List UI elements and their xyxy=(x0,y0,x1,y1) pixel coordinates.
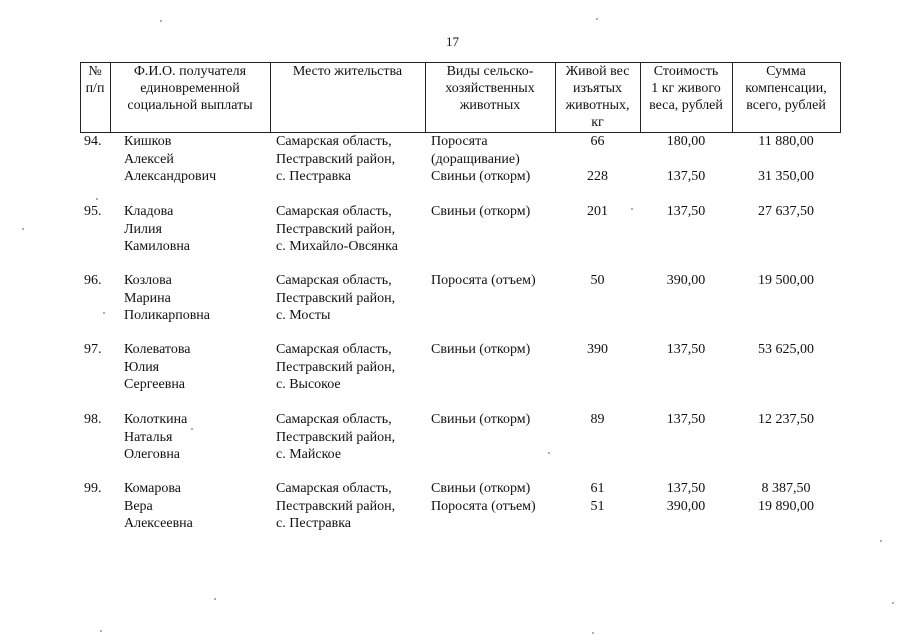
compensation-sum xyxy=(732,341,840,359)
header-line: № xyxy=(88,64,102,79)
recipient-name-line: Юлия xyxy=(124,359,160,375)
live-weight-line xyxy=(555,151,640,169)
residence-line: Пестравский район, xyxy=(276,221,396,237)
animal-type-line: Свиньи (откорм) xyxy=(431,481,531,496)
header-line: Живой вес xyxy=(565,64,630,79)
recipient-name-line: Колоткина xyxy=(124,412,188,427)
residence-line: Пестравский район, xyxy=(276,290,396,306)
price-per-kg xyxy=(640,480,732,515)
recipient-name-line: Алексеевна xyxy=(124,516,193,531)
row-number-line: 94. xyxy=(84,134,102,149)
residence-line: Пестравский район, xyxy=(276,429,396,445)
header-line: веса, рублей xyxy=(649,98,723,113)
header-line: животных xyxy=(459,98,521,113)
recipient-name-line: Марина xyxy=(124,290,171,306)
recipient-name-line: Комарова xyxy=(124,481,181,496)
row-number-line: 97. xyxy=(84,342,102,357)
residence-line: с. Майское xyxy=(276,447,342,462)
recipient-name xyxy=(124,203,270,256)
live-weight-line: 66 xyxy=(590,134,605,149)
residence xyxy=(276,480,425,533)
residence xyxy=(276,133,425,186)
row-number-line: 96. xyxy=(84,273,102,288)
price-per-kg xyxy=(640,203,732,221)
residence-line: Пестравский район, xyxy=(276,359,396,375)
residence-line: Пестравский район, xyxy=(276,151,396,167)
header-line: кг xyxy=(591,115,604,130)
compensation-sum-line: 8 387,50 xyxy=(761,481,811,496)
live-weight xyxy=(555,341,640,359)
recipient-name-line: Кладова xyxy=(124,204,174,219)
residence-line: с. Михайло-Овсянка xyxy=(276,239,398,254)
live-weight xyxy=(555,411,640,429)
row-number-line: 99. xyxy=(84,481,102,496)
recipient-name-line: Камиловна xyxy=(124,239,191,254)
animal-type xyxy=(431,133,555,186)
scan-speck xyxy=(100,630,102,632)
live-weight-line: 201 xyxy=(587,204,608,219)
price-per-kg-line: 137,50 xyxy=(666,342,706,357)
scan-speck xyxy=(548,452,550,454)
recipient-name-line: Колеватова xyxy=(124,342,191,357)
row-number xyxy=(84,341,110,359)
price-per-kg-line: 180,00 xyxy=(666,134,706,149)
compensation-sum-line: 11 880,00 xyxy=(758,134,814,149)
scan-speck xyxy=(22,228,24,230)
residence-line: с. Пестравка xyxy=(276,516,352,531)
price-per-kg-line: 137,50 xyxy=(666,412,706,427)
live-weight-line: 61 xyxy=(590,481,605,496)
recipient-name xyxy=(124,272,270,325)
live-weight-line: 51 xyxy=(590,498,605,514)
header-line: единовременной xyxy=(140,81,240,96)
residence-line: Самарская область, xyxy=(276,412,392,427)
scan-speck xyxy=(191,428,193,430)
animal-type-line: Свиньи (откорм) xyxy=(431,204,531,219)
compensation-sum-line: 12 237,50 xyxy=(758,412,814,427)
price-per-kg-line: 137,50 xyxy=(666,481,706,496)
recipient-name-line: Вера xyxy=(124,498,153,514)
residence-line: Самарская область, xyxy=(276,273,392,288)
live-weight-line: 390 xyxy=(587,342,608,357)
row-number xyxy=(84,411,110,429)
scan-speck xyxy=(214,598,216,600)
header-col-num xyxy=(80,63,110,131)
residence xyxy=(276,411,425,464)
animal-type xyxy=(431,272,555,290)
scan-speck xyxy=(160,20,162,22)
scan-speck xyxy=(103,312,105,314)
header-line: социальной выплаты xyxy=(127,98,253,113)
header-line: всего, рублей xyxy=(746,98,826,113)
price-per-kg-line xyxy=(640,151,732,169)
scan-speck xyxy=(892,602,894,604)
recipient-name xyxy=(124,480,270,533)
scan-speck xyxy=(596,18,598,20)
compensation-sum xyxy=(732,133,840,186)
recipient-name-line: Наталья xyxy=(124,429,173,445)
animal-type-line: Свиньи (откорм) xyxy=(431,342,531,357)
price-per-kg xyxy=(640,411,732,429)
compensation-sum-line: 27 637,50 xyxy=(758,204,814,219)
recipient-name-line: Козлова xyxy=(124,273,172,288)
row-number xyxy=(84,133,110,151)
animal-type-line: Свиньи (откорм) xyxy=(431,412,531,427)
recipient-name xyxy=(124,341,270,394)
live-weight xyxy=(555,203,640,221)
live-weight xyxy=(555,272,640,290)
scan-speck xyxy=(592,632,594,634)
header-line: животных, xyxy=(565,98,630,113)
live-weight-line: 228 xyxy=(587,169,608,184)
recipient-name xyxy=(124,411,270,464)
compensation-sum xyxy=(732,272,840,290)
compensation-sum-line: 53 625,00 xyxy=(758,342,814,357)
price-per-kg xyxy=(640,133,732,186)
compensation-sum-line xyxy=(732,151,840,169)
row-number xyxy=(84,203,110,221)
recipient-name-line: Лилия xyxy=(124,221,162,237)
residence-line: с. Высокое xyxy=(276,377,341,392)
scan-speck xyxy=(880,540,882,542)
residence-line: с. Мосты xyxy=(276,308,331,323)
scan-speck xyxy=(631,208,633,210)
animal-type-line: Поросята (отъем) xyxy=(431,273,536,288)
animal-type xyxy=(431,411,555,429)
compensation-sum-line: 19 890,00 xyxy=(758,498,814,514)
residence xyxy=(276,341,425,394)
header-column-divider xyxy=(840,62,841,133)
residence-line: Самарская область, xyxy=(276,134,392,149)
header-line: Место жительства xyxy=(292,64,403,79)
header-line: п/п xyxy=(85,81,105,96)
header-line: хозяйственных xyxy=(445,81,535,96)
header-line: 1 кг живого xyxy=(651,81,721,96)
header-col-animals xyxy=(425,63,555,131)
live-weight-line: 50 xyxy=(590,273,605,288)
row-number xyxy=(84,480,110,498)
live-weight xyxy=(555,133,640,186)
animal-type-line: Поросята xyxy=(431,134,488,149)
header-line: Стоимость xyxy=(653,64,719,79)
live-weight-line: 89 xyxy=(590,412,605,427)
live-weight xyxy=(555,480,640,515)
compensation-sum-line: 31 350,00 xyxy=(758,169,814,184)
compensation-sum xyxy=(732,203,840,221)
compensation-sum xyxy=(732,411,840,429)
animal-type xyxy=(431,203,555,221)
page-number: 17 xyxy=(446,34,459,49)
compensation-sum xyxy=(732,480,840,515)
header-line: Виды сельско- xyxy=(446,64,534,79)
compensation-sum-line: 19 500,00 xyxy=(758,273,814,288)
residence xyxy=(276,272,425,325)
recipient-name-line: Александрович xyxy=(124,169,217,184)
row-number xyxy=(84,272,110,290)
residence-line: с. Пестравка xyxy=(276,169,352,184)
price-per-kg-line: 137,50 xyxy=(666,169,706,184)
animal-type xyxy=(431,341,555,359)
header-line: изъятых xyxy=(573,81,622,96)
price-per-kg-line: 137,50 xyxy=(666,204,706,219)
recipient-name-line: Олеговна xyxy=(124,447,181,462)
price-per-kg-line: 390,00 xyxy=(666,498,706,514)
residence-line: Самарская область, xyxy=(276,481,392,496)
row-number-line: 98. xyxy=(84,412,102,427)
header-col-sum xyxy=(732,63,840,131)
price-per-kg xyxy=(640,272,732,290)
animal-type xyxy=(431,480,555,515)
header-col-name xyxy=(110,63,270,131)
recipient-name-line: Поликарповна xyxy=(124,308,211,323)
recipient-name-line: Кишков xyxy=(124,134,172,149)
header-col-weight xyxy=(555,63,640,131)
header-line: Ф.И.О. получателя xyxy=(133,64,247,79)
header-line: Сумма xyxy=(766,64,806,79)
recipient-name-line: Сергеевна xyxy=(124,377,186,392)
residence-line: Самарская область, xyxy=(276,204,392,219)
animal-type-line: (доращивание) xyxy=(431,151,520,167)
animal-type-line: Свиньи (откорм) xyxy=(431,169,531,184)
residence xyxy=(276,203,425,256)
scan-speck xyxy=(96,198,98,200)
price-per-kg-line: 390,00 xyxy=(666,273,706,288)
header-line: компенсации, xyxy=(745,81,827,96)
row-number-line: 95. xyxy=(84,204,102,219)
header-col-place xyxy=(270,63,425,131)
price-per-kg xyxy=(640,341,732,359)
residence-line: Пестравский район, xyxy=(276,498,396,514)
residence-line: Самарская область, xyxy=(276,342,392,357)
recipient-name-line: Алексей xyxy=(124,151,174,167)
animal-type-line: Поросята (отъем) xyxy=(431,498,536,514)
header-col-price xyxy=(640,63,732,131)
recipient-name xyxy=(124,133,270,186)
